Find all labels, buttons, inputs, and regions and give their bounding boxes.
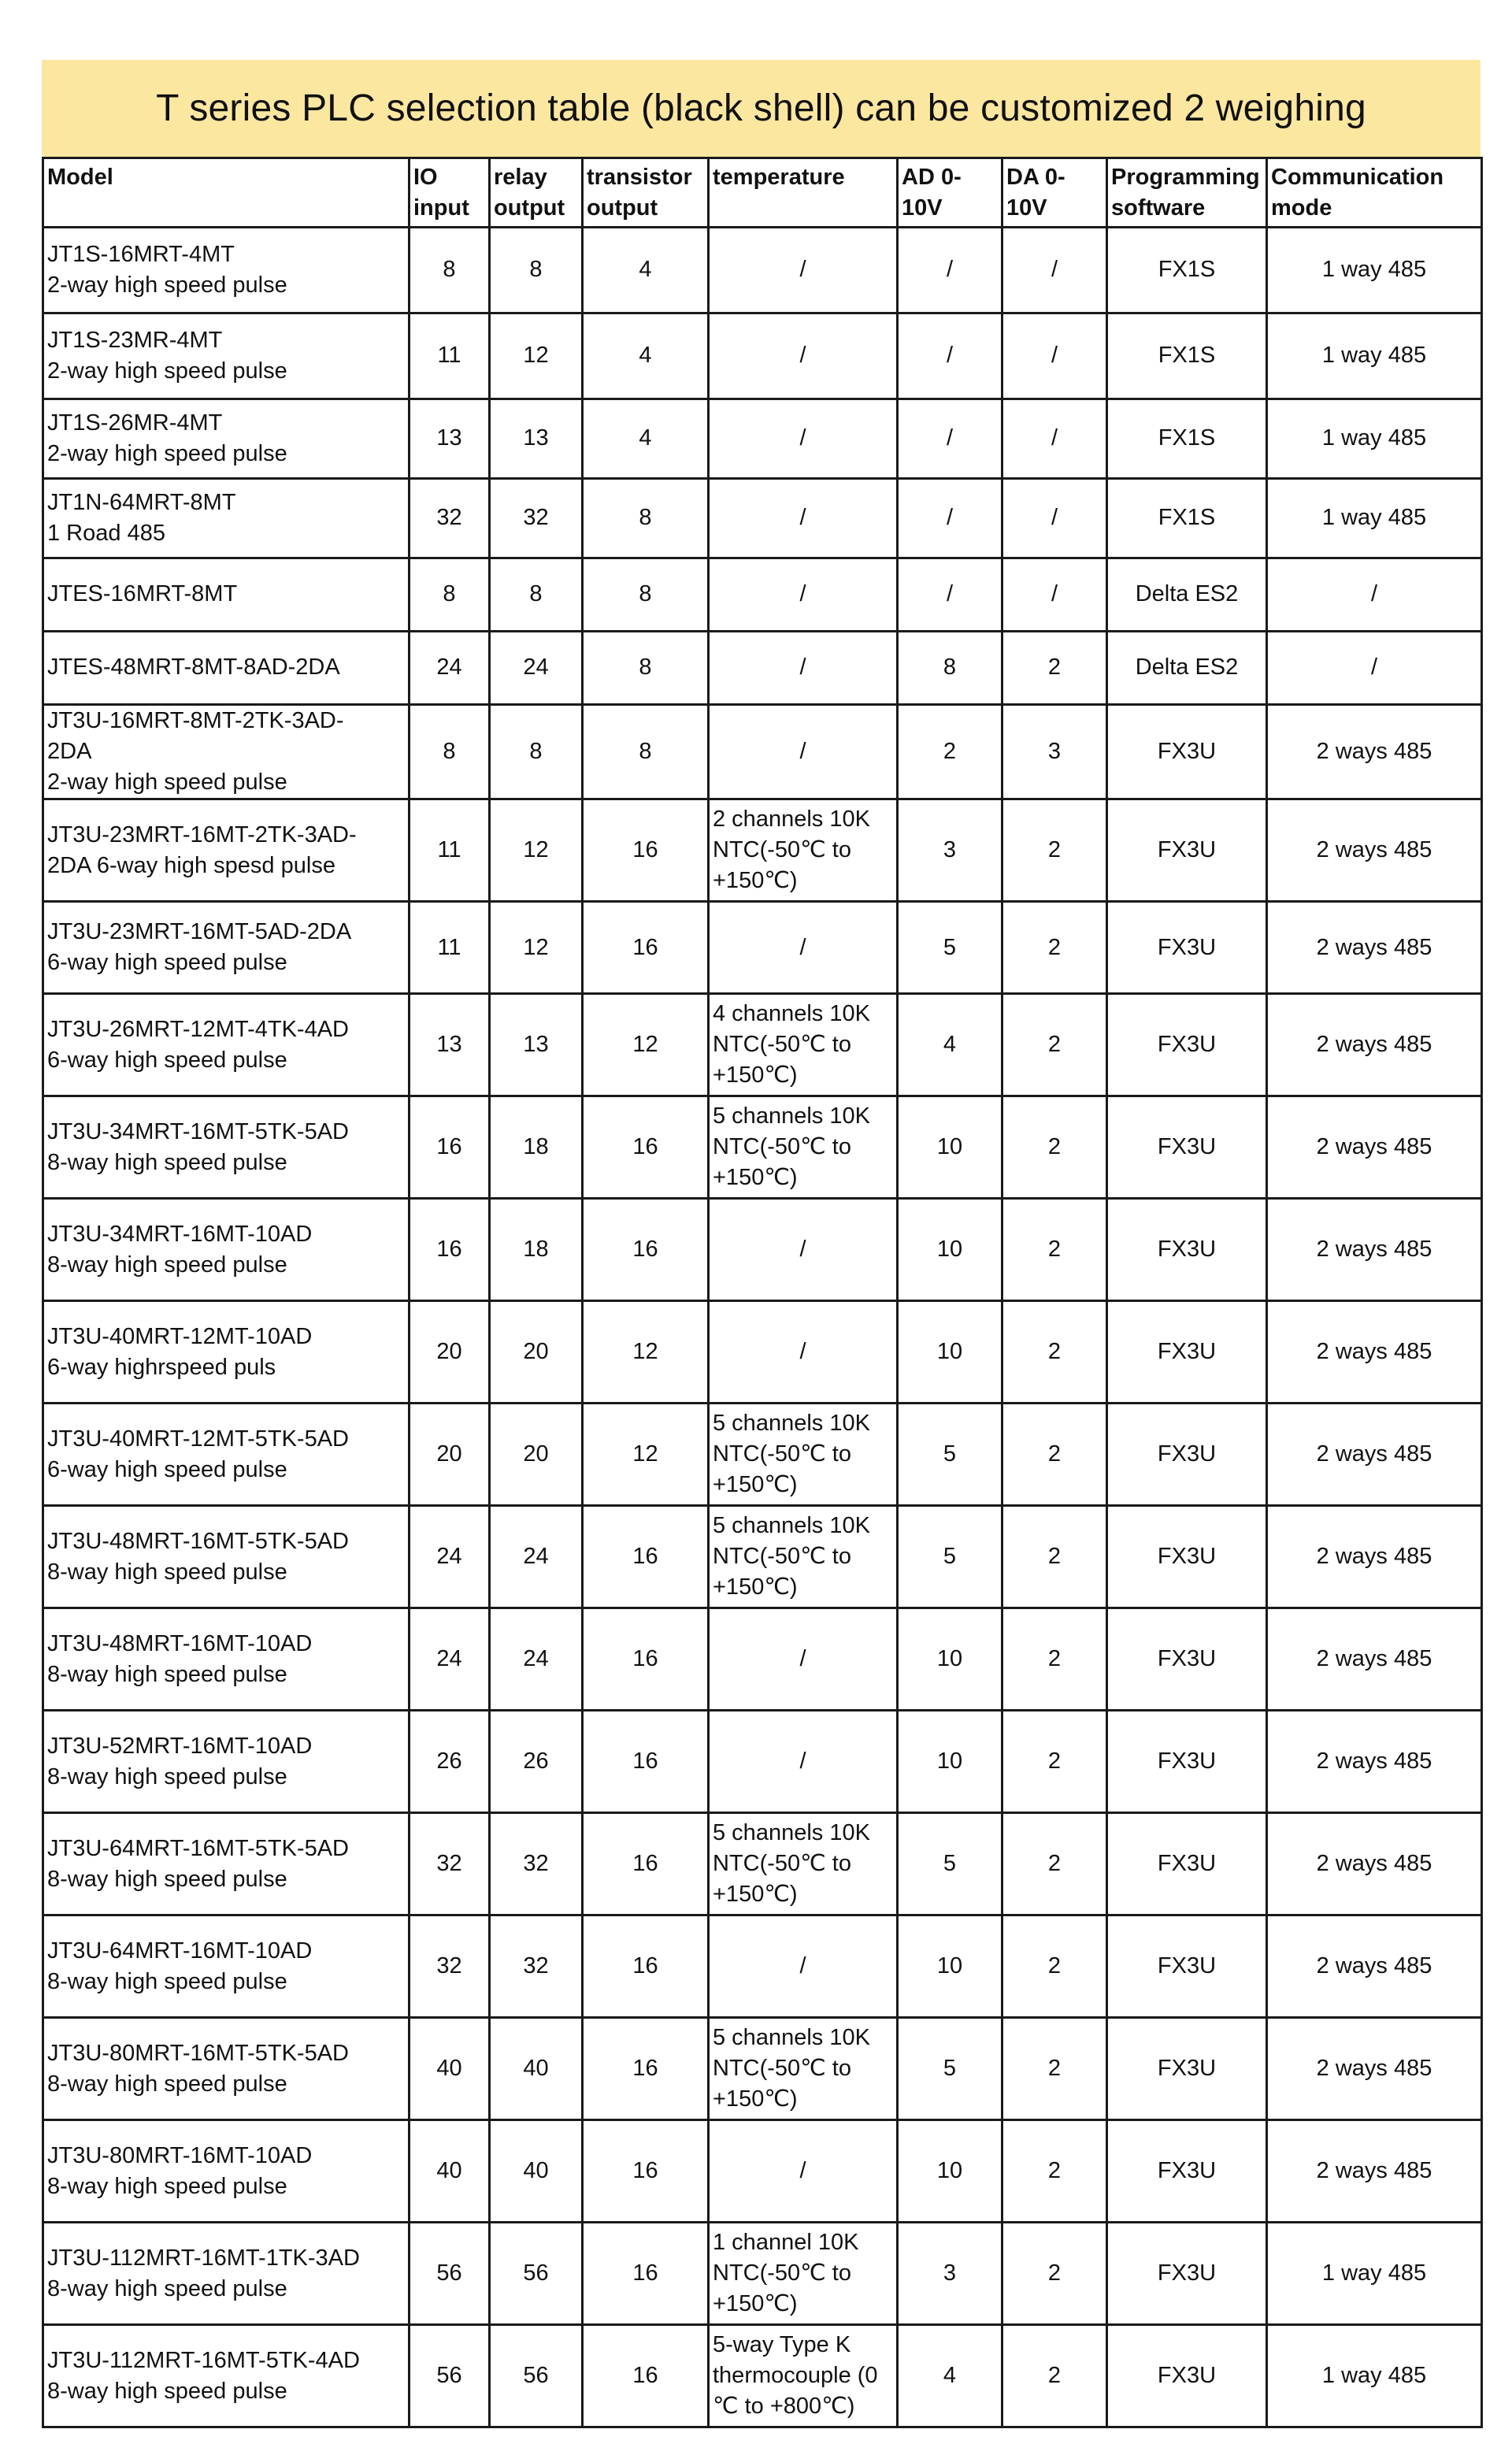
- cell-relay-output: 13: [490, 994, 583, 1096]
- cell-communication-mode: 2 ways 485: [1267, 1915, 1482, 2018]
- cell-io-input: 8: [410, 558, 490, 632]
- header-row: [43, 158, 1482, 228]
- cell-temperature: /: [709, 902, 898, 994]
- cell-io-input: 24: [410, 1506, 490, 1608]
- cell-ad: 10: [898, 1711, 1002, 1813]
- cell-io-input: 24: [410, 1608, 490, 1711]
- cell-temperature: /: [709, 632, 898, 705]
- cell-transistor-output: 12: [583, 994, 709, 1096]
- cell-transistor-output: 16: [583, 1096, 709, 1199]
- cell-model: JT3U-34MRT-16MT-10AD 8-way high speed pulse: [43, 1199, 410, 1301]
- cell-io-input: 16: [410, 1096, 490, 1199]
- cell-da: /: [1002, 479, 1107, 558]
- header-communication-mode: Communication mode: [1267, 158, 1482, 228]
- cell-programming-software: FX1S: [1107, 313, 1267, 399]
- cell-communication-mode: 2 ways 485: [1267, 2120, 1482, 2223]
- table-row: [43, 1813, 1482, 1915]
- cell-da: 2: [1002, 1301, 1107, 1404]
- cell-da: 2: [1002, 632, 1107, 705]
- cell-programming-software: FX1S: [1107, 228, 1267, 313]
- cell-relay-output: 20: [490, 1301, 583, 1404]
- cell-communication-mode: 2 ways 485: [1267, 705, 1482, 799]
- table-row: [43, 799, 1482, 902]
- cell-temperature: 5-way Type K thermocouple (0 ℃ to +800℃): [709, 2325, 898, 2427]
- cell-communication-mode: 2 ways 485: [1267, 1506, 1482, 1608]
- table-row: [43, 479, 1482, 558]
- cell-temperature: /: [709, 2120, 898, 2223]
- cell-io-input: 8: [410, 705, 490, 799]
- cell-relay-output: 8: [490, 705, 583, 799]
- cell-programming-software: FX3U: [1107, 902, 1267, 994]
- cell-relay-output: 32: [490, 1813, 583, 1915]
- cell-ad: 4: [898, 2325, 1002, 2427]
- cell-programming-software: FX3U: [1107, 994, 1267, 1096]
- cell-communication-mode: 2 ways 485: [1267, 1096, 1482, 1199]
- cell-da: 2: [1002, 2018, 1107, 2120]
- cell-transistor-output: 12: [583, 1404, 709, 1506]
- cell-programming-software: FX3U: [1107, 2120, 1267, 2223]
- cell-transistor-output: 8: [583, 705, 709, 799]
- cell-communication-mode: 2 ways 485: [1267, 1711, 1482, 1813]
- table-row: [43, 1506, 1482, 1608]
- cell-io-input: 11: [410, 799, 490, 902]
- cell-communication-mode: 2 ways 485: [1267, 1813, 1482, 1915]
- cell-da: 2: [1002, 799, 1107, 902]
- cell-relay-output: 20: [490, 1404, 583, 1506]
- cell-io-input: 40: [410, 2120, 490, 2223]
- cell-ad: 3: [898, 799, 1002, 902]
- cell-ad: 10: [898, 1301, 1002, 1404]
- cell-da: 2: [1002, 1608, 1107, 1711]
- cell-ad: 5: [898, 1506, 1002, 1608]
- table-row: [43, 399, 1482, 479]
- cell-io-input: 8: [410, 228, 490, 313]
- cell-programming-software: Delta ES2: [1107, 558, 1267, 632]
- cell-temperature: 4 channels 10K NTC(-50℃ to +150℃): [709, 994, 898, 1096]
- cell-ad: 8: [898, 632, 1002, 705]
- cell-communication-mode: 1 way 485: [1267, 399, 1482, 479]
- cell-model: JT3U-112MRT-16MT-1TK-3AD 8-way high speed pulse: [43, 2223, 410, 2325]
- cell-model: JT3U-40MRT-12MT-10AD 6-way highrspeed puls: [43, 1301, 410, 1404]
- cell-da: 2: [1002, 2120, 1107, 2223]
- header-relay-output: relay output: [490, 158, 583, 228]
- cell-da: 2: [1002, 1096, 1107, 1199]
- table-row: [43, 902, 1482, 994]
- table-row: [43, 2120, 1482, 2223]
- cell-relay-output: 32: [490, 1915, 583, 2018]
- cell-transistor-output: 16: [583, 1199, 709, 1301]
- table-row: [43, 1096, 1482, 1199]
- cell-transistor-output: 8: [583, 632, 709, 705]
- cell-programming-software: FX3U: [1107, 705, 1267, 799]
- cell-model: JT1N-64MRT-8MT 1 Road 485: [43, 479, 410, 558]
- table-row: [43, 1301, 1482, 1404]
- cell-relay-output: 12: [490, 799, 583, 902]
- cell-model: JT3U-80MRT-16MT-5TK-5AD 8-way high speed pulse: [43, 2018, 410, 2120]
- cell-programming-software: FX3U: [1107, 1608, 1267, 1711]
- cell-transistor-output: 16: [583, 1915, 709, 2018]
- cell-io-input: 13: [410, 399, 490, 479]
- cell-model: JT3U-48MRT-16MT-10AD 8-way high speed pulse: [43, 1608, 410, 1711]
- cell-da: 2: [1002, 994, 1107, 1096]
- table-row: [43, 228, 1482, 313]
- cell-model: JT3U-52MRT-16MT-10AD 8-way high speed pulse: [43, 1711, 410, 1813]
- cell-programming-software: FX3U: [1107, 1506, 1267, 1608]
- cell-ad: 5: [898, 2018, 1002, 2120]
- cell-io-input: 56: [410, 2325, 490, 2427]
- cell-relay-output: 24: [490, 632, 583, 705]
- cell-io-input: 20: [410, 1301, 490, 1404]
- cell-programming-software: FX3U: [1107, 2325, 1267, 2427]
- cell-relay-output: 40: [490, 2018, 583, 2120]
- header-temperature: temperature: [709, 158, 898, 228]
- cell-ad: /: [898, 558, 1002, 632]
- cell-communication-mode: 1 way 485: [1267, 479, 1482, 558]
- table-row: [43, 994, 1482, 1096]
- cell-relay-output: 24: [490, 1608, 583, 1711]
- cell-ad: 2: [898, 705, 1002, 799]
- cell-temperature: /: [709, 479, 898, 558]
- cell-transistor-output: 12: [583, 1301, 709, 1404]
- cell-ad: 10: [898, 1608, 1002, 1711]
- cell-programming-software: FX3U: [1107, 1404, 1267, 1506]
- cell-transistor-output: 8: [583, 479, 709, 558]
- cell-communication-mode: 2 ways 485: [1267, 2018, 1482, 2120]
- cell-programming-software: FX3U: [1107, 1199, 1267, 1301]
- cell-communication-mode: 1 way 485: [1267, 2325, 1482, 2427]
- cell-ad: 3: [898, 2223, 1002, 2325]
- cell-transistor-output: 16: [583, 2325, 709, 2427]
- table-row: [43, 1711, 1482, 1813]
- header-ad: AD 0-10V: [898, 158, 1002, 228]
- cell-communication-mode: 2 ways 485: [1267, 902, 1482, 994]
- cell-temperature: /: [709, 1608, 898, 1711]
- header-programming-software: Programming software: [1107, 158, 1267, 228]
- cell-da: 2: [1002, 1915, 1107, 2018]
- table-row: [43, 2223, 1482, 2325]
- cell-io-input: 32: [410, 479, 490, 558]
- cell-ad: 10: [898, 1915, 1002, 2018]
- cell-io-input: 11: [410, 313, 490, 399]
- cell-temperature: 5 channels 10K NTC(-50℃ to +150℃): [709, 1813, 898, 1915]
- cell-da: 2: [1002, 2223, 1107, 2325]
- cell-relay-output: 8: [490, 558, 583, 632]
- cell-model: JT1S-16MRT-4MT 2-way high speed pulse: [43, 228, 410, 313]
- cell-ad: /: [898, 399, 1002, 479]
- cell-io-input: 16: [410, 1199, 490, 1301]
- cell-io-input: 20: [410, 1404, 490, 1506]
- cell-communication-mode: 2 ways 485: [1267, 1404, 1482, 1506]
- cell-temperature: /: [709, 1199, 898, 1301]
- cell-transistor-output: 16: [583, 2120, 709, 2223]
- cell-transistor-output: 16: [583, 902, 709, 994]
- cell-temperature: 2 channels 10K NTC(-50℃ to +150℃): [709, 799, 898, 902]
- cell-io-input: 24: [410, 632, 490, 705]
- cell-io-input: 32: [410, 1915, 490, 2018]
- cell-relay-output: 32: [490, 479, 583, 558]
- cell-temperature: 1 channel 10K NTC(-50℃ to +150℃): [709, 2223, 898, 2325]
- cell-temperature: /: [709, 228, 898, 313]
- cell-da: /: [1002, 228, 1107, 313]
- cell-da: 2: [1002, 1404, 1107, 1506]
- cell-ad: 10: [898, 1096, 1002, 1199]
- cell-da: 2: [1002, 1506, 1107, 1608]
- table-row: [43, 558, 1482, 632]
- cell-transistor-output: 16: [583, 2223, 709, 2325]
- table-row: [43, 1608, 1482, 1711]
- cell-relay-output: 8: [490, 228, 583, 313]
- selection-table: [42, 157, 1483, 2428]
- cell-programming-software: FX3U: [1107, 799, 1267, 902]
- cell-model: JTES-48MRT-8MT-8AD-2DA: [43, 632, 410, 705]
- cell-relay-output: 26: [490, 1711, 583, 1813]
- cell-da: /: [1002, 399, 1107, 479]
- cell-transistor-output: 4: [583, 313, 709, 399]
- cell-model: JT3U-80MRT-16MT-10AD 8-way high speed pulse: [43, 2120, 410, 2223]
- header-io-input: IO input: [410, 158, 490, 228]
- cell-temperature: /: [709, 705, 898, 799]
- table-row: [43, 2325, 1482, 2427]
- cell-model: JT3U-64MRT-16MT-10AD 8-way high speed pulse: [43, 1915, 410, 2018]
- cell-temperature: /: [709, 313, 898, 399]
- cell-ad: 5: [898, 902, 1002, 994]
- cell-transistor-output: 16: [583, 1608, 709, 1711]
- cell-io-input: 26: [410, 1711, 490, 1813]
- table-row: [43, 705, 1482, 799]
- cell-da: /: [1002, 313, 1107, 399]
- cell-communication-mode: 2 ways 485: [1267, 799, 1482, 902]
- page-title: T series PLC selection table (black shell) can be customized 2 weighing: [42, 60, 1480, 157]
- cell-communication-mode: 2 ways 485: [1267, 994, 1482, 1096]
- cell-programming-software: FX3U: [1107, 2018, 1267, 2120]
- cell-communication-mode: 2 ways 485: [1267, 1199, 1482, 1301]
- cell-transistor-output: 16: [583, 799, 709, 902]
- cell-relay-output: 18: [490, 1096, 583, 1199]
- cell-temperature: /: [709, 558, 898, 632]
- cell-ad: 5: [898, 1404, 1002, 1506]
- cell-model: JT3U-48MRT-16MT-5TK-5AD 8-way high speed pulse: [43, 1506, 410, 1608]
- cell-communication-mode: 2 ways 485: [1267, 1608, 1482, 1711]
- cell-model: JT1S-23MR-4MT 2-way high speed pulse: [43, 313, 410, 399]
- cell-communication-mode: 1 way 485: [1267, 228, 1482, 313]
- cell-da: 2: [1002, 1813, 1107, 1915]
- cell-transistor-output: 16: [583, 2018, 709, 2120]
- cell-io-input: 56: [410, 2223, 490, 2325]
- cell-communication-mode: /: [1267, 632, 1482, 705]
- cell-ad: /: [898, 479, 1002, 558]
- cell-transistor-output: 4: [583, 228, 709, 313]
- cell-relay-output: 56: [490, 2325, 583, 2427]
- cell-programming-software: FX3U: [1107, 2223, 1267, 2325]
- cell-model: JT3U-40MRT-12MT-5TK-5AD 6-way high speed pulse: [43, 1404, 410, 1506]
- cell-programming-software: FX3U: [1107, 1096, 1267, 1199]
- table-row: [43, 1915, 1482, 2018]
- cell-relay-output: 40: [490, 2120, 583, 2223]
- cell-transistor-output: 4: [583, 399, 709, 479]
- cell-temperature: /: [709, 1301, 898, 1404]
- cell-model: JTES-16MRT-8MT: [43, 558, 410, 632]
- cell-transistor-output: 16: [583, 1813, 709, 1915]
- cell-model: JT3U-23MRT-16MT-5AD-2DA 6-way high speed pulse: [43, 902, 410, 994]
- header-model: Model: [43, 158, 410, 228]
- header-transistor-output: transistor output: [583, 158, 709, 228]
- cell-da: 2: [1002, 2325, 1107, 2427]
- cell-da: 2: [1002, 1199, 1107, 1301]
- cell-io-input: 32: [410, 1813, 490, 1915]
- cell-programming-software: FX3U: [1107, 1915, 1267, 2018]
- cell-relay-output: 24: [490, 1506, 583, 1608]
- cell-temperature: 5 channels 10K NTC(-50℃ to +150℃): [709, 1404, 898, 1506]
- cell-ad: /: [898, 228, 1002, 313]
- cell-da: /: [1002, 558, 1107, 632]
- cell-io-input: 40: [410, 2018, 490, 2120]
- cell-transistor-output: 16: [583, 1711, 709, 1813]
- cell-model: JT3U-34MRT-16MT-5TK-5AD 8-way high speed pulse: [43, 1096, 410, 1199]
- cell-programming-software: FX3U: [1107, 1813, 1267, 1915]
- cell-transistor-output: 8: [583, 558, 709, 632]
- cell-ad: 4: [898, 994, 1002, 1096]
- cell-relay-output: 56: [490, 2223, 583, 2325]
- cell-ad: 10: [898, 1199, 1002, 1301]
- cell-programming-software: FX1S: [1107, 479, 1267, 558]
- cell-temperature: /: [709, 1915, 898, 2018]
- cell-io-input: 13: [410, 994, 490, 1096]
- cell-da: 3: [1002, 705, 1107, 799]
- cell-programming-software: FX1S: [1107, 399, 1267, 479]
- table-row: [43, 2018, 1482, 2120]
- cell-ad: 5: [898, 1813, 1002, 1915]
- cell-model: JT3U-64MRT-16MT-5TK-5AD 8-way high speed pulse: [43, 1813, 410, 1915]
- table-row: [43, 1199, 1482, 1301]
- cell-relay-output: 13: [490, 399, 583, 479]
- cell-transistor-output: 16: [583, 1506, 709, 1608]
- cell-communication-mode: /: [1267, 558, 1482, 632]
- cell-temperature: /: [709, 399, 898, 479]
- cell-da: 2: [1002, 1711, 1107, 1813]
- cell-relay-output: 12: [490, 902, 583, 994]
- cell-model: JT3U-23MRT-16MT-2TK-3AD- 2DA 6-way high spesd pulse: [43, 799, 410, 902]
- table-row: [43, 632, 1482, 705]
- cell-io-input: 11: [410, 902, 490, 994]
- cell-programming-software: Delta ES2: [1107, 632, 1267, 705]
- cell-model: JT3U-112MRT-16MT-5TK-4AD 8-way high speed pulse: [43, 2325, 410, 2427]
- cell-programming-software: FX3U: [1107, 1301, 1267, 1404]
- cell-model: JT3U-16MRT-8MT-2TK-3AD- 2DA 2-way high speed pulse: [43, 705, 410, 799]
- cell-da: 2: [1002, 902, 1107, 994]
- cell-temperature: /: [709, 1711, 898, 1813]
- cell-temperature: 5 channels 10K NTC(-50℃ to +150℃): [709, 2018, 898, 2120]
- cell-relay-output: 12: [490, 313, 583, 399]
- cell-model: JT1S-26MR-4MT 2-way high speed pulse: [43, 399, 410, 479]
- cell-temperature: 5 channels 10K NTC(-50℃ to +150℃): [709, 1096, 898, 1199]
- table-body: [43, 228, 1482, 2427]
- cell-ad: 10: [898, 2120, 1002, 2223]
- cell-communication-mode: 2 ways 485: [1267, 1301, 1482, 1404]
- cell-model: JT3U-26MRT-12MT-4TK-4AD 6-way high speed pulse: [43, 994, 410, 1096]
- cell-relay-output: 18: [490, 1199, 583, 1301]
- table-row: [43, 1404, 1482, 1506]
- cell-ad: /: [898, 313, 1002, 399]
- cell-communication-mode: 1 way 485: [1267, 313, 1482, 399]
- table-row: [43, 313, 1482, 399]
- cell-temperature: 5 channels 10K NTC(-50℃ to +150℃): [709, 1506, 898, 1608]
- cell-communication-mode: 1 way 485: [1267, 2223, 1482, 2325]
- header-da: DA 0-10V: [1002, 158, 1107, 228]
- cell-programming-software: FX3U: [1107, 1711, 1267, 1813]
